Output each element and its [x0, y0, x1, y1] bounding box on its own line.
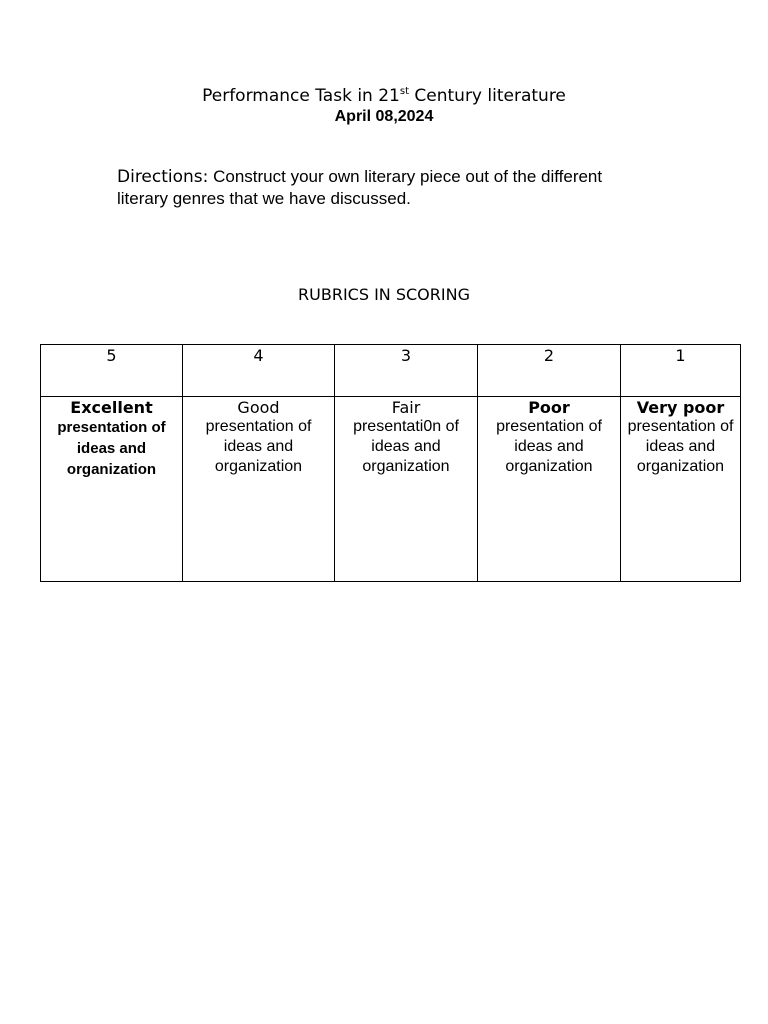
level-label: Fair — [391, 398, 421, 417]
description-row — [41, 397, 741, 582]
level-label: Poor — [528, 398, 570, 417]
level-description: presentation of ideas and organization — [205, 418, 312, 475]
score-cell: 2 — [478, 345, 621, 397]
criterion-cell-poor — [478, 397, 621, 582]
rubric-heading: RUBRICS IN SCORING — [298, 285, 470, 304]
directions-text: Construct your own literary piece out of the different literary genres that we have discussed. — [117, 167, 603, 208]
level-label: Very poor — [636, 398, 725, 417]
score-cell: 4 — [183, 345, 335, 397]
level-label: Excellent — [70, 398, 153, 417]
level-label: Good — [237, 398, 280, 417]
score-cell: 1 — [621, 345, 741, 397]
level-description: presentati0n of ideas and organization — [353, 418, 459, 475]
level-description: presentation of ideas and organization — [496, 418, 602, 475]
document-title — [0, 86, 768, 106]
criterion-cell-very-poor — [621, 397, 741, 582]
document-date: April 08,2024 — [334, 108, 434, 125]
title-text-end: Century literature — [409, 86, 566, 106]
score-cell: 5 — [41, 345, 183, 397]
level-description: presentation of ideas and organization — [57, 419, 166, 478]
title-text: Performance Task in 21 — [202, 86, 400, 106]
score-cell: 3 — [335, 345, 478, 397]
level-description: presentation of ideas and organization — [627, 418, 734, 475]
criterion-cell-excellent — [41, 397, 183, 582]
criterion-cell-good — [183, 397, 335, 582]
rubric-table — [40, 344, 741, 582]
directions-label: Directions: — [117, 167, 209, 187]
directions-paragraph — [117, 166, 657, 209]
score-row — [41, 345, 741, 397]
title-superscript: st — [399, 86, 409, 97]
criterion-cell-fair — [335, 397, 478, 582]
